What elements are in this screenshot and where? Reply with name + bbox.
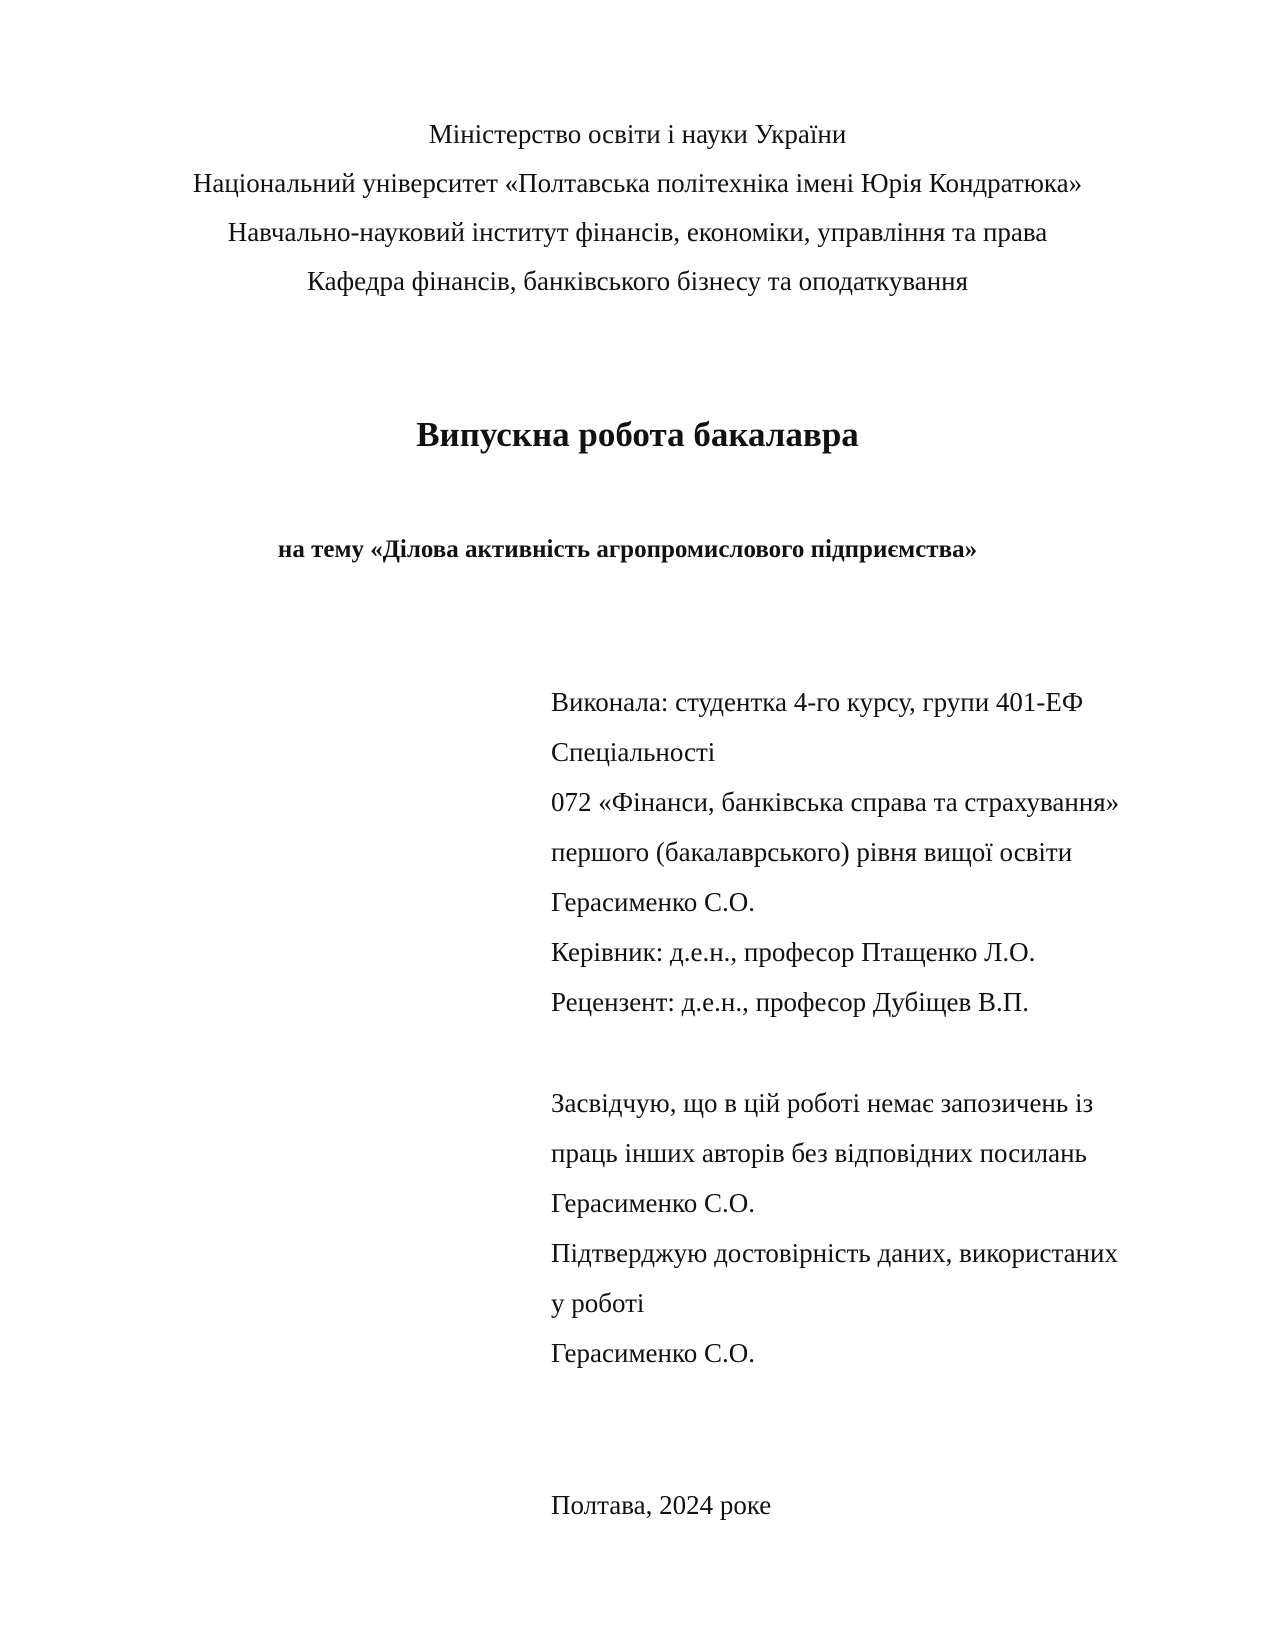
author-info-line: Керівник: д.е.н., професор Птащенко Л.О. xyxy=(551,937,1036,967)
author-info-line: першого (бакалаврського) рівня вищої освіти xyxy=(551,837,1073,867)
institute-line: Навчально-науковий інститут фінансів, економіки, управління та права xyxy=(227,217,1048,247)
institution-header xyxy=(0,110,1275,306)
author-info-line: 072 «Фінанси, банківська справа та страхування» xyxy=(551,787,1120,817)
author-info-line: Герасименко С.О. xyxy=(551,887,755,917)
department-line: Кафедра фінансів, банківського бізнесу та оподаткування xyxy=(306,266,969,296)
declaration-line: у роботі xyxy=(551,1288,645,1318)
document-title: Випускна робота бакалавра xyxy=(416,415,859,454)
city-year: Полтава, 2024 роке xyxy=(551,1490,772,1520)
author-info-line: Рецензент: д.е.н., професор Дубіщев В.П. xyxy=(551,987,1030,1017)
declaration-line: Герасименко С.О. xyxy=(551,1188,755,1218)
declaration-line: Герасименко С.О. xyxy=(551,1338,755,1368)
document-topic: на тему «Ділова активність агропромислового підприємства» xyxy=(277,536,978,563)
declaration-line: праць інших авторів без відповідних посилань xyxy=(551,1138,1087,1168)
author-info-line: Спеціальності xyxy=(551,737,716,767)
declaration-line: Підтверджую достовірність даних, використаних xyxy=(551,1238,1118,1268)
declaration-line: Засвідчую, що в цій роботі немає запозичень із xyxy=(551,1088,1094,1118)
author-info-line: Виконала: студентка 4-го курсу, групи 401-ЕФ xyxy=(551,687,1084,717)
ministry-line: Міністерство освіти і науки України xyxy=(428,119,847,149)
author-info-block xyxy=(551,677,1231,1027)
university-line: Національний університет «Полтавська політехніка імені Юрія Кондратюка» xyxy=(192,168,1083,198)
declaration-block xyxy=(551,1078,1231,1378)
